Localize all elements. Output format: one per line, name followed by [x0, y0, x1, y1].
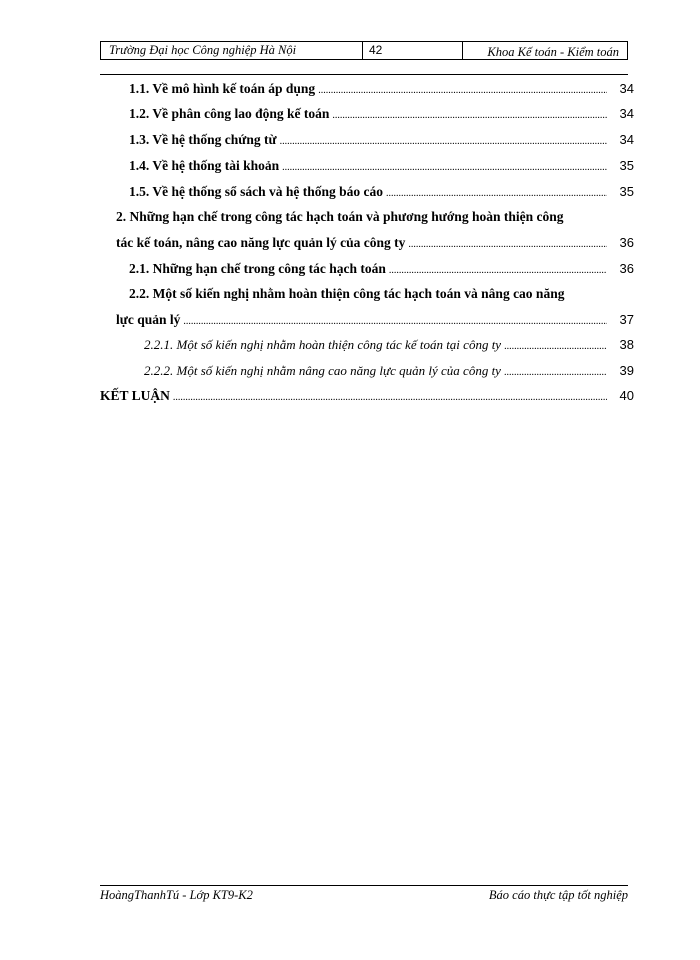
- toc-entry-label: 1.4. Về hệ thống tài khoản: [129, 158, 280, 173]
- toc-leader-dots: [332, 103, 607, 127]
- toc-entry-1-2[interactable]: [129, 103, 634, 125]
- toc-entry-page: 35: [619, 158, 634, 173]
- toc-entry-page: 39: [619, 363, 634, 378]
- toc-entry-label: lực quản lý: [116, 312, 181, 327]
- toc-entry-1-4[interactable]: [129, 155, 634, 177]
- toc-entry-2[interactable]: [116, 232, 634, 254]
- toc-entry-2-line1[interactable]: 2. Những hạn chế trong công tác hạch toán và phương hướng hoàn thiện công: [116, 209, 564, 224]
- toc-entry-2-1[interactable]: [129, 258, 634, 280]
- toc-entry-page: 34: [619, 106, 634, 121]
- toc-entry-ket-luan[interactable]: [100, 385, 634, 407]
- toc-entry-page: 35: [619, 184, 634, 199]
- toc-entry-label: 1.5. Về hệ thống sổ sách và hệ thống báo cáo: [129, 184, 384, 199]
- toc-entry-2-2-2[interactable]: [144, 360, 634, 382]
- toc-entry-label: 2.1. Những hạn chế trong công tác hạch toán: [129, 261, 386, 276]
- toc-entry-label: tác kế toán, nâng cao năng lực quản lý của công ty: [116, 235, 406, 250]
- toc-entry-label: 1.2. Về phân công lao động kế toán: [129, 106, 330, 121]
- toc-leader-dots: [504, 360, 607, 384]
- toc-entry-1-3[interactable]: [129, 129, 634, 151]
- toc-leader-dots: [183, 309, 607, 333]
- page-header: [100, 41, 628, 60]
- toc-leader-dots: [408, 232, 607, 256]
- toc-entry-label: 2.2.1. Một số kiến nghị nhằm hoàn thiện công tác kế toán tại công ty: [144, 337, 502, 352]
- toc-leader-dots: [386, 181, 607, 205]
- toc-leader-dots: [389, 258, 607, 282]
- header-page-number: 42: [363, 42, 463, 59]
- toc-entry-page: 34: [619, 132, 634, 147]
- toc-entry-page: 40: [619, 388, 634, 403]
- toc-leader-dots: [282, 155, 607, 179]
- header-divider: [100, 74, 628, 75]
- footer-divider: [100, 885, 628, 886]
- toc-leader-dots: [173, 385, 607, 409]
- footer-report-title: Báo cáo thực tập tốt nghiệp: [488, 888, 628, 902]
- toc-entry-1-5[interactable]: [129, 181, 634, 203]
- toc-leader-dots: [318, 78, 607, 102]
- toc-entry-2-2-1[interactable]: [144, 334, 634, 356]
- toc-entry-2-2[interactable]: [116, 309, 634, 331]
- header-faculty: Khoa Kế toán - Kiểm toán: [487, 45, 619, 59]
- footer-author: HoàngThanhTú - Lớp KT9-K2: [100, 888, 253, 902]
- header-school: Trường Đại học Công nghiệp Hà Nội: [101, 42, 363, 59]
- toc-entry-label: 1.1. Về mô hình kế toán áp dụng: [129, 81, 316, 96]
- toc-entry-page: 36: [619, 235, 634, 250]
- toc-entry-label: KẾT LUẬN: [100, 388, 170, 403]
- toc-entry-page: 38: [619, 337, 634, 352]
- toc-entry-label: 2.2.2. Một số kiến nghị nhằm nâng cao năng lực quản lý của công ty: [144, 363, 501, 378]
- toc-entry-page: 36: [619, 261, 634, 276]
- toc-entry-label: 1.3. Về hệ thống chứng từ: [129, 132, 277, 147]
- toc-leader-dots: [504, 334, 607, 358]
- toc-entry-page: 34: [619, 81, 634, 96]
- toc-entry-page: 37: [619, 312, 634, 327]
- toc-entry-2-2-line1[interactable]: 2.2. Một số kiến nghị nhằm hoàn thiện công tác hạch toán và nâng cao năng: [129, 286, 565, 301]
- toc-entry-1-1[interactable]: [129, 78, 634, 100]
- toc-leader-dots: [280, 129, 607, 153]
